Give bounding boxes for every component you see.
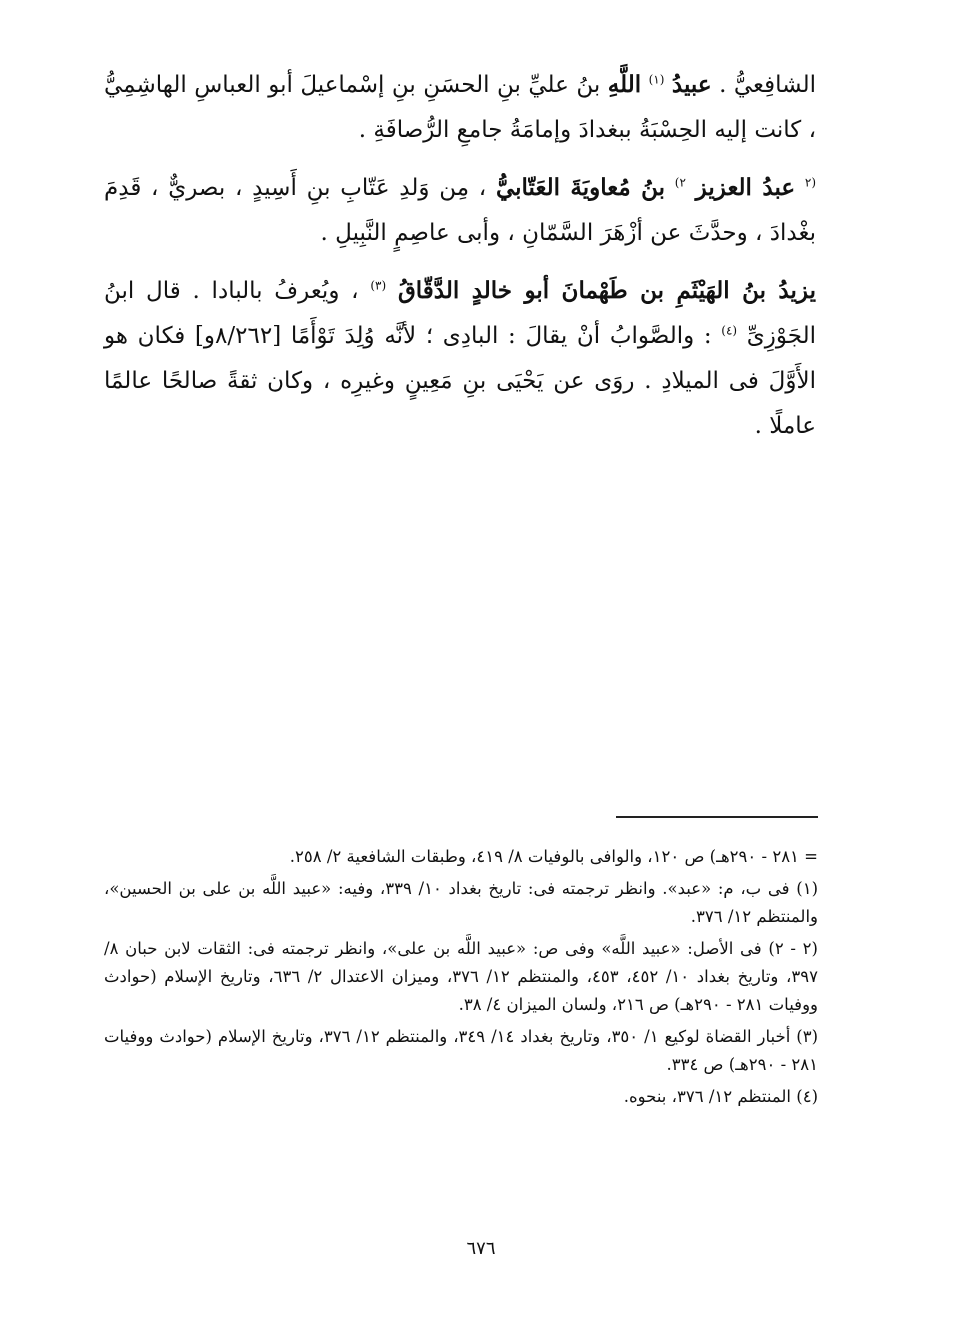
footnotes [104, 843, 818, 1115]
main-text [104, 62, 816, 461]
p1-footnote-ref: (١) [648, 72, 665, 87]
page-number: ٦٧٦ [466, 1238, 496, 1259]
p3-footnote-ref: (٣) [370, 278, 387, 293]
p2-footnote-ref-open: (٢ [804, 175, 817, 190]
p3-post2: : والصَّوابُ أنْ يقالَ : البادِى ؛ لأنَّه وُلِدَ تَوْأَمًا [٨/٢٦٢و] فكان هو الأَوَّلَ فى الميلادِ . روَى عن يَحْيَى بنِ مَعِينٍ وغيرِه ، وكان ثقةً صالحًا عالمًا عاملًا . [104, 323, 816, 439]
footnote-divider [616, 816, 818, 818]
footnote-2: (٢ - ٢) فى الأصل: «عبيد اللَّه» وفى ص: «عبيد اللَّه بن على»، وانظر ترجمته فى: الثقات لابن حبان ٨/ ٣٩٧، وتاريخ بغداد ١٠/ ٤٥٢، ٤٥٣، والمنتظم ١٢/ ٣٧٦، وميزان الاعتدال ٢/ ٦٣٦، وتاريخ الإسلام (حوادث ووفيات ٢٨١ - ٢٩٠هـ) ص ٢١٦، ولسان الميزان ٤/ ٣٨. [104, 939, 818, 1014]
p1-bold: عبيدُ [671, 71, 712, 98]
p2-post: ، مِن وَلدِ عَتّابِ بنِ أَسِيدٍ ، بصريٌّ ، قَدِمَ بغْدادَ ، وحدَّثَ عن أزْهَرَ السَّمّانِ ، وأبى عاصِمٍ النَّبِيلِ . [104, 175, 816, 246]
paragraph-1 [104, 62, 816, 153]
footnote-3: (٣) أخبار القضاة لوكيع ١/ ٣٥٠، وتاريخ بغداد ١٤/ ٣٤٩، والمنتظم ١٢/ ٣٧٦، وتاريخ الإسلام (حوادث ووفيات ٢٨١ - ٢٩٠هـ) ص ٣٣٤. [104, 1027, 819, 1074]
p1-bold2: اللَّهِ [607, 71, 642, 98]
p1-post: بنُ عليِّ بنِ الحسَنِ بنِ إسْماعيلَ أبو العباسِ الهاشِمِيُّ ، كانت إليه الحِسْبَةُ ببغدادَ وإمامَةُ جامعِ الرُّصافَةِ . [104, 72, 816, 143]
paragraph-2 [104, 165, 816, 256]
footnote-1: (١) فى ب، م: «عبد». وانظر ترجمته فى: تاريخ بغداد ١٠/ ٣٣٩، وفيه: «عبيد اللَّه بن على بن الحسين»، والمنتظم ١٢/ ٣٧٦. [104, 879, 818, 926]
p3-footnote-ref-2: (٤) [721, 323, 738, 338]
p3-bold: يزيدُ بنُ الهَيْثَمِ بن طَهْمانَ أبو خالدٍ الدَّقّاقُ [397, 277, 817, 304]
p3-post: ، ويُعرفُ بالبادا . قال ابنُ الجَوْزِىِّ [104, 278, 817, 349]
p2-footnote-ref-close: ٢) [674, 175, 686, 190]
footnote-4: (٤) المنتظم ١٢/ ٣٧٦، بنحوه. [623, 1087, 818, 1106]
p2-bold2: بنُ مُعاويَةَ العَتّابيُّ [495, 174, 666, 201]
p1-pre: الشافِعيُّ . [711, 72, 817, 98]
p2-bold: عبدُ العزيز [695, 174, 796, 201]
footnote-continuation: = ٢٨١ - ٢٩٠هـ) ص ١٢٠، والوافى بالوفيات ٨/ ٤١٩، وطبقات الشافعية ٢/ ٢٥٨. [289, 847, 818, 866]
paragraph-3 [104, 268, 816, 449]
